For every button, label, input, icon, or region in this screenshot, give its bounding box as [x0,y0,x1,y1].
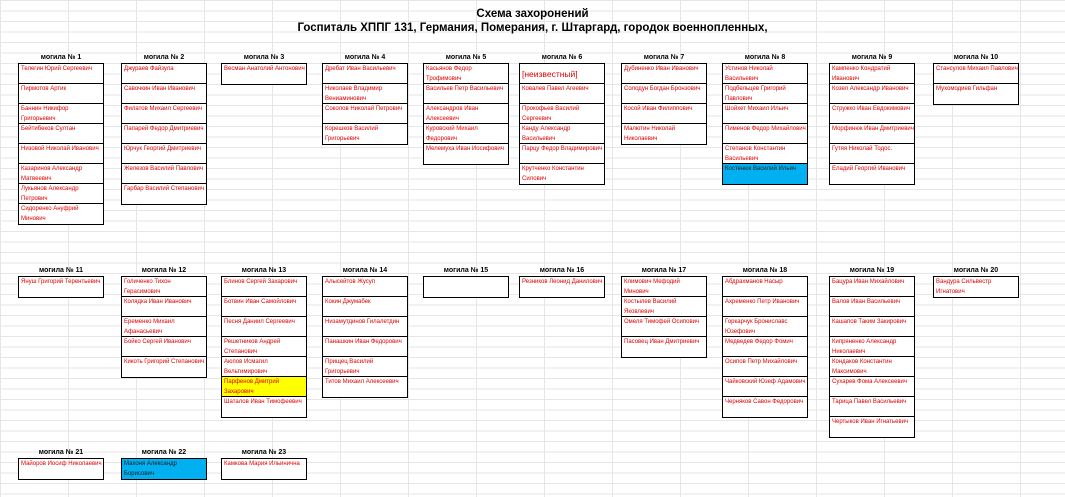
grave-box [221,458,307,480]
grave-box [519,63,605,185]
buried-name-cell[interactable]: Косой Иван Филиппович [622,104,706,124]
buried-name-cell[interactable]: Бейтибеков Султан [19,124,103,144]
buried-name-cell[interactable]: Майоров Иосиф Николаевич [21,461,102,467]
grave-16 [519,265,605,298]
grave-box [322,276,408,398]
buried-name-cell[interactable]: Низамутдинов Гилалетдин [323,317,407,337]
buried-name-cell[interactable] [424,277,508,297]
buried-name-cell[interactable]: Морфинюк Иван Дмитриевич [830,124,914,144]
buried-name-cell[interactable]: Джураев Файзула [122,64,206,84]
buried-name-cell[interactable]: Подбельцев Григорий Павлович [723,84,807,104]
grave-label: могила № 14 [342,267,388,274]
buried-name-cell[interactable]: Бацура Иван Михайлович [830,277,914,297]
grave-7 [621,52,707,145]
grave-box [423,276,509,298]
grave-label: могила № 9 [851,54,893,61]
buried-name-cell[interactable]: Мухомодиев Гильфан [936,86,998,92]
buried-name-cell[interactable]: Пименов Федор Михайлович [723,124,807,144]
grave-3 [221,52,307,85]
buried-name-cell[interactable]: Костылев Василий Яковлевич [622,297,706,317]
buried-name-cell[interactable]: Баннин Никифор Григорьевич [19,104,103,124]
buried-name-cell[interactable]: Железов Василий Павлович [122,164,206,184]
grave-box [933,276,1019,298]
buried-name-cell[interactable]: Васильев Петр Васильевич [424,84,508,104]
grave-box [621,63,707,145]
buried-name-cell[interactable]: Алысейтов Жусуп [323,277,407,297]
buried-name-cell[interactable]: [неизвестный] [520,64,604,84]
buried-name-cell[interactable]: Парфенов Дмитрий Захарович [222,377,306,397]
buried-name-cell[interactable]: Крутченко Константин Силович [522,166,584,182]
grave-1 [18,52,104,225]
grave-19 [829,265,915,438]
grave-10 [933,52,1019,105]
buried-name-cell[interactable]: Лукьянов Александр Петрович [19,184,103,204]
grave-box [829,276,915,438]
buried-name-cell[interactable]: Бойко Сергей Иванович [122,337,206,357]
grave-13 [221,265,307,418]
buried-name-cell[interactable]: Климович Мефодий Минович [622,277,706,297]
grave-box [933,63,1019,105]
buried-name-cell[interactable]: Соколов Николай Петрович [323,104,407,124]
buried-name-cell[interactable]: Юрчук Георгий Дмитриевич [122,144,206,164]
grave-21 [18,447,104,480]
buried-name-cell[interactable]: Солодун Богдан Бронзович [622,84,706,104]
buried-name-cell[interactable]: Осипов Петр Михайлович [723,357,807,377]
buried-name-cell[interactable]: Резников Леонид Данилович [522,279,603,285]
grave-label: могила № 13 [241,267,287,274]
buried-name-cell[interactable]: Кокин Джумабек [323,297,407,317]
grave-label: могила № 20 [953,267,999,274]
buried-name-cell[interactable]: Папарей Федор Дмитриевич [122,124,206,144]
grave-box [121,276,207,378]
buried-name-cell[interactable]: Гутяя Николай Тодос. [830,144,914,164]
buried-name-cell[interactable]: Еременко Михаил Афанасьевич [122,317,206,337]
buried-name-cell[interactable]: Низовой Николай Иванович [19,144,103,164]
buried-name-cell[interactable]: Ковалев Павел Агеевич [520,84,604,104]
buried-name-cell[interactable]: Шойхет Михаил Ильич [723,104,807,124]
buried-name-cell[interactable]: Чайковский Юзеф Адамович [723,377,807,397]
buried-name-cell[interactable]: Кампенко Кондратий Иванович [830,64,914,84]
grave-label: могила № 11 [38,267,83,274]
grave-label: могила № 12 [141,267,187,274]
grave-box [519,276,605,298]
grave-label: могила № 3 [243,54,285,61]
buried-name-cell[interactable]: Устинов Николай Васильевич [723,64,807,84]
grave-box [18,458,104,480]
page-title: Схема захоронений [476,8,589,20]
buried-name-cell[interactable]: Шаталов Иван Тимофеевич [224,399,302,405]
buried-name-cell[interactable]: Панашкин Иван Федорович [323,337,407,357]
grave-18 [722,265,808,418]
grave-box [322,63,408,145]
grave-22 [121,447,207,480]
buried-name-cell[interactable]: Савочкин Иван Иванович [122,84,206,104]
buried-name-cell[interactable]: Казаринов Александр Матвеевич [19,164,103,184]
grave-9 [829,52,915,185]
grave-box [18,276,104,298]
grave-2 [121,52,207,205]
buried-name-cell[interactable]: Валов Иван Васильевич [830,297,914,317]
buried-name-cell[interactable]: Прокофьев Василий Сергеевич [520,104,604,124]
buried-name-cell[interactable]: Колядка Иван Иванович [122,297,206,317]
grave-6 [519,52,605,185]
buried-name-cell[interactable]: Весман Анатолий Антонович [224,66,305,72]
grave-box [18,63,104,225]
grave-label: могила № 16 [539,267,585,274]
page-subtitle: Госпиталь ХППГ 131, Германия, Померания, г. Штаргард, городок военнопленных, [297,22,768,34]
grave-label: могила № 6 [541,54,583,61]
buried-name-cell[interactable]: Ботвин Иван Самойлович [222,297,306,317]
buried-name-cell[interactable]: Прищец Василий Григорьевич [323,357,407,377]
grave-15 [423,265,509,298]
grave-box [221,63,307,85]
buried-name-cell[interactable]: Омеля Тимофей Осипович [622,317,706,337]
buried-name-cell[interactable]: Чертыков Иван Игнатьевич [832,419,909,425]
grave-label: могила № 18 [742,267,788,274]
buried-name-cell[interactable]: Касьянов Федор Трофимович [424,64,508,84]
buried-name-cell[interactable]: Медведев Федор Фомич [723,337,807,357]
buried-name-cell[interactable]: Николаев Владимир Вениаминович [323,84,407,104]
buried-name-cell[interactable]: Кипряненко Александр Николаевич [830,337,914,357]
buried-name-cell[interactable]: Парцу Федор Владимирович [520,144,604,164]
buried-name-cell[interactable]: Песня Даниил Сергеевич [222,317,306,337]
grave-label: могила № 10 [953,54,999,61]
buried-name-cell[interactable]: Камкова Мария Ильинична [224,461,300,467]
grave-20 [933,265,1019,298]
buried-name-cell[interactable]: Филатов Михаил Сергеевич [122,104,206,124]
grave-label: могила № 23 [241,449,287,456]
grave-label: могила № 5 [445,54,487,61]
grave-11 [18,265,104,298]
buried-name-cell[interactable]: Козел Александр Иванович [830,84,914,104]
grave-12 [121,265,207,378]
buried-name-cell[interactable]: Дубиненко Иван Иванович [622,64,706,84]
grave-box [121,63,207,205]
buried-name-cell[interactable]: Канду Александр Васильевич [520,124,604,144]
grave-box [722,276,808,418]
buried-name-cell[interactable]: Сухарев Фома Алексеевич [830,377,914,397]
grave-label: могила № 1 [40,54,82,61]
buried-name-cell[interactable]: Степанов Константин Васильевич [723,144,807,164]
buried-name-cell[interactable]: Стансулов Михаил Павлович [934,64,1018,84]
grave-box [722,63,808,185]
buried-name-cell[interactable]: Сидоренко Ануфрий Минович [21,206,79,222]
grave-label: могила № 21 [38,449,84,456]
grave-23 [221,447,307,480]
grave-box [621,276,707,358]
grave-5 [423,52,509,165]
buried-name-cell[interactable]: Вандура Сильвестр Игнатович [936,279,992,295]
buried-name-cell[interactable]: Блинов Сергей Захарович [222,277,306,297]
grave-17 [621,265,707,358]
grave-label: могила № 17 [641,267,687,274]
buried-name-cell[interactable]: Горкарчук Брониславс Юзефович [723,317,807,337]
buried-name-cell[interactable]: Решетников Андрей Степанович [222,337,306,357]
buried-name-cell[interactable]: Черняков Савон Федорович [725,399,804,405]
buried-name-cell[interactable]: Абдрахманов Насыр [723,277,807,297]
buried-name-cell[interactable]: Тарица Павел Васильевич [830,397,914,417]
grave-box [829,63,915,185]
buried-name-cell[interactable]: Януш Григорий Терентьевич [21,279,101,285]
buried-name-cell[interactable]: Еладий Георгий Иванович [832,166,906,172]
buried-name-cell[interactable]: Костенюк Василий Ильич [723,164,807,184]
buried-name-cell[interactable]: Пирмотов Артик [19,84,103,104]
grave-4 [322,52,408,145]
buried-name-cell[interactable]: Телегин Юрий Сергеевич [19,64,103,84]
buried-name-cell[interactable]: Голиченко Тихон Герасимович [122,277,206,297]
buried-name-cell[interactable]: Александров Иван Алексеевич [424,104,508,124]
buried-name-cell[interactable]: Кашапов Таким Закирович [830,317,914,337]
grave-box [121,458,207,480]
buried-name-cell[interactable]: Куровский Михаил Федорович [424,124,508,144]
buried-name-cell[interactable]: Корешков Василий Григорьевич [325,126,379,142]
buried-name-cell[interactable]: Малютин Николай Николаевич [624,126,676,142]
buried-name-cell[interactable]: Титов Михаил Алексеевич [325,379,399,385]
buried-name-cell[interactable]: Мелемуха Иван Иосифович [426,146,504,152]
buried-name-cell[interactable]: Кондаков Константин Максимович [830,357,914,377]
buried-name-cell[interactable]: Гарбар Василий Степанович [124,186,205,192]
buried-name-cell[interactable]: Кикоть Григорий Степанович [124,359,205,365]
grave-label: могила № 7 [643,54,685,61]
grave-label: могила № 22 [141,449,187,456]
grave-label: могила № 19 [849,267,895,274]
grave-14 [322,265,408,398]
grave-label: могила № 4 [344,54,386,61]
buried-name-cell[interactable]: Пасовец Иван Дмитриевич [624,339,700,345]
grave-box [221,276,307,418]
buried-name-cell[interactable]: Ахременко Петр Иванович [723,297,807,317]
buried-name-cell[interactable]: Дребат Иван Васильевич [323,64,407,84]
grave-label: могила № 8 [744,54,786,61]
grave-8 [722,52,808,185]
buried-name-cell[interactable]: Стружко Иван Евдокимович [830,104,914,124]
grave-label: могила № 2 [143,54,185,61]
grave-box [423,63,509,165]
grave-label: могила № 15 [443,267,489,274]
buried-name-cell[interactable]: Аюпов Исмагил Вельтимирович [222,357,306,377]
buried-name-cell[interactable]: Махоня Александр Борисович [122,459,206,479]
